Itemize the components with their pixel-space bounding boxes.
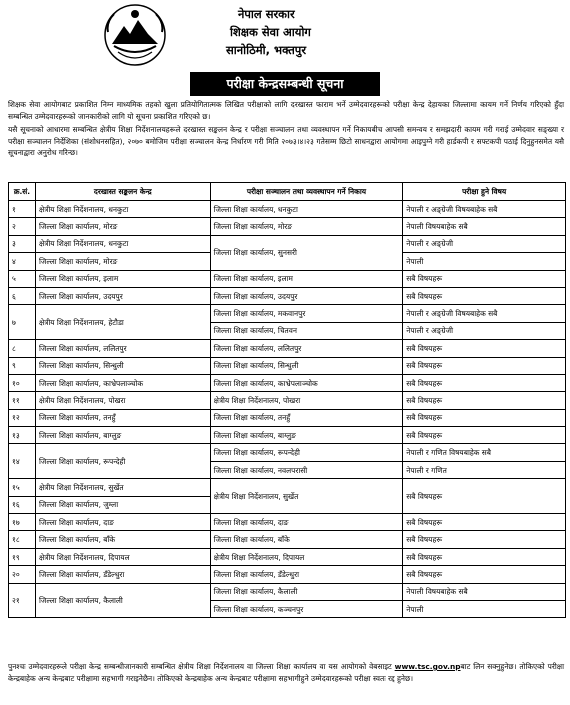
cell-body: जिल्ला शिक्षा कार्यालय, चितवन — [210, 322, 403, 339]
cell-center: जिल्ला शिक्षा कार्यालय, मोरङ — [35, 253, 210, 270]
header-subject: परीक्षा हुने विषय — [403, 183, 566, 201]
cell-body: जिल्ला शिक्षा कार्यालय, नवलपरासी — [210, 461, 403, 478]
table-row — [9, 566, 566, 583]
cell-body: जिल्ला शिक्षा कार्यालय, सुनसरी — [210, 235, 403, 270]
cell-subject: सबै विषयहरू — [403, 427, 566, 444]
cell-center: क्षेत्रीय शिक्षा निर्देशनालय, सुर्खेत — [35, 479, 210, 496]
cell-body: जिल्ला शिक्षा कार्यालय, बाग्लुङ — [210, 427, 403, 444]
cell-body: जिल्ला शिक्षा कार्यालय, बाँके — [210, 531, 403, 548]
org-line-address: सानोठिमी, भक्तपुर — [226, 43, 307, 57]
cell-subject: सबै विषयहरू — [403, 531, 566, 548]
cell-subject: नेपाली विषयबाहेक सबै — [403, 583, 566, 600]
table-row — [9, 479, 566, 496]
cell-subject: सबै विषयहरू — [403, 287, 566, 304]
cell-center: जिल्ला शिक्षा कार्यालय, मोरङ — [35, 218, 210, 235]
table-row — [9, 287, 566, 304]
cell-center: जिल्ला शिक्षा कार्यालय, तनहुँ — [35, 409, 210, 426]
table-row — [9, 444, 566, 461]
cell-subject: सबै विषयहरू — [403, 409, 566, 426]
cell-subject: नेपाली — [403, 600, 566, 617]
cell-serial: ६ — [9, 287, 36, 304]
cell-center: जिल्ला शिक्षा कार्यालय, बाँके — [35, 531, 210, 548]
table-header-row — [9, 183, 566, 201]
cell-body: जिल्ला शिक्षा कार्यालय, उदयपुर — [210, 287, 403, 304]
cell-serial: ७ — [9, 305, 36, 340]
cell-body: जिल्ला शिक्षा कार्यालय, रूपन्देही — [210, 444, 403, 461]
table-row — [9, 374, 566, 391]
cell-subject: नेपाली — [403, 253, 566, 270]
cell-body: जिल्ला शिक्षा कार्यालय, इलाम — [210, 270, 403, 287]
cell-center: जिल्ला शिक्षा कार्यालय, डँडेल्धुरा — [35, 566, 210, 583]
table-row — [9, 235, 566, 252]
table-row — [9, 270, 566, 287]
cell-subject: नेपाली र अङ्ग्रेजी विषयबाहेक सबै — [403, 201, 566, 218]
cell-serial: ९ — [9, 357, 36, 374]
cell-subject: नेपाली र गणित — [403, 461, 566, 478]
cell-subject: सबै विषयहरू — [403, 548, 566, 565]
cell-body: जिल्ला शिक्षा कार्यालय, मोरङ — [210, 218, 403, 235]
cell-serial: १५ — [9, 479, 36, 496]
cell-serial: १२ — [9, 409, 36, 426]
footer-text-after: बाट लिन सक्नुहुनेछ। तोकिएको परीक्षा केन्द्रबाहेक अन्य केन्द्रबाट परीक्षामा सहभागी गराइनेछैन। तोकिएको केन्द्रबाहेक अन्य केन्द्रबाट परीक्षामा सहभागीहुने उम्मेदवारहरूको परीक्षा स्वतः रद्द हुनेछ। — [8, 662, 564, 683]
footer-note — [8, 661, 564, 684]
table-row — [9, 340, 566, 357]
footer-text-before: पुनश्चः उम्मेदवारहरूले परीक्षा केन्द्र सम्बन्धीजानकारी सम्बन्धित क्षेत्रीय शिक्षा निर्देशनालय वा जिल्ला शिक्षा कार्यालय वा यस आयोगको वेबसाइट — [8, 662, 395, 671]
cell-center: जिल्ला शिक्षा कार्यालय, कैलाली — [35, 583, 210, 618]
table-row — [9, 392, 566, 409]
cell-center: जिल्ला शिक्षा कार्यालय, रूपन्देही — [35, 444, 210, 479]
cell-subject: सबै विषयहरू — [403, 340, 566, 357]
table-row — [9, 357, 566, 374]
cell-serial: १७ — [9, 514, 36, 531]
header-managing-body: परीक्षा सञ्चालन तथा व्यवस्थापन गर्ने निकाय — [210, 183, 403, 201]
cell-serial: १४ — [9, 444, 36, 479]
cell-body: जिल्ला शिक्षा कार्यालय, दाङ — [210, 514, 403, 531]
cell-center: क्षेत्रीय शिक्षा निर्देशनालय, पोखरा — [35, 392, 210, 409]
exam-center-table — [8, 182, 566, 618]
table-row — [9, 514, 566, 531]
cell-serial: ३ — [9, 235, 36, 252]
table-row — [9, 548, 566, 565]
table-row — [9, 531, 566, 548]
cell-serial: १८ — [9, 531, 36, 548]
cell-center: जिल्ला शिक्षा कार्यालय, दाङ — [35, 514, 210, 531]
cell-subject: सबै विषयहरू — [403, 566, 566, 583]
cell-serial: ४ — [9, 253, 36, 270]
cell-serial: १३ — [9, 427, 36, 444]
cell-body: क्षेत्रीय शिक्षा निर्देशनालय, दिपायल — [210, 548, 403, 565]
cell-serial: १० — [9, 374, 36, 391]
cell-subject: सबै विषयहरू — [403, 374, 566, 391]
cell-center: क्षेत्रीय शिक्षा निर्देशनालय, धनकुटा — [35, 201, 210, 218]
cell-subject: सबै विषयहरू — [403, 357, 566, 374]
cell-body: जिल्ला शिक्षा कार्यालय, तनहुँ — [210, 409, 403, 426]
cell-center: जिल्ला शिक्षा कार्यालय, ललितपुर — [35, 340, 210, 357]
cell-center: जिल्ला शिक्षा कार्यालय, उदयपुर — [35, 287, 210, 304]
cell-body: क्षेत्रीय शिक्षा निर्देशनालय, पोखरा — [210, 392, 403, 409]
cell-serial: ११ — [9, 392, 36, 409]
header-collection-center: दरखास्त सङ्कलन केन्द्र — [35, 183, 210, 201]
cell-subject: नेपाली र अङ्ग्रेजी — [403, 235, 566, 252]
cell-center: जिल्ला शिक्षा कार्यालय, सिन्धुली — [35, 357, 210, 374]
cell-center: जिल्ला शिक्षा कार्यालय, बाग्लुङ — [35, 427, 210, 444]
cell-center: जिल्ला शिक्षा कार्यालय, काभ्रेपलाञ्चोक — [35, 374, 210, 391]
cell-serial: १६ — [9, 496, 36, 513]
org-line-government: नेपाल सरकार — [238, 7, 295, 21]
cell-subject: नेपाली र अङ्ग्रेजी — [403, 322, 566, 339]
cell-serial: १९ — [9, 548, 36, 565]
cell-center: जिल्ला शिक्षा कार्यालय, जुम्ला — [35, 496, 210, 513]
cell-body: जिल्ला शिक्षा कार्यालय, सिन्धुली — [210, 357, 403, 374]
cell-subject: सबै विषयहरू — [403, 392, 566, 409]
cell-serial: ८ — [9, 340, 36, 357]
cell-body: जिल्ला शिक्षा कार्यालय, कैलाली — [210, 583, 403, 600]
table-row — [9, 201, 566, 218]
cell-subject: सबै विषयहरू — [403, 479, 566, 514]
notice-title-banner: परीक्षा केन्द्रसम्बन्धी सूचना — [190, 72, 380, 96]
notice-header — [0, 0, 570, 72]
table-row — [9, 583, 566, 600]
table-row — [9, 305, 566, 322]
cell-body: जिल्ला शिक्षा कार्यालय, धनकुटा — [210, 201, 403, 218]
cell-center: जिल्ला शिक्षा कार्यालय, इलाम — [35, 270, 210, 287]
cell-serial: २० — [9, 566, 36, 583]
cell-serial: २ — [9, 218, 36, 235]
website-link[interactable]: www.tsc.gov.np — [394, 662, 461, 671]
cell-subject: नेपाली र अङ्ग्रेजी विषयबाहेक सबै — [403, 305, 566, 322]
cell-serial: ५ — [9, 270, 36, 287]
cell-body: जिल्ला शिक्षा कार्यालय, कञ्चनपुर — [210, 600, 403, 617]
org-line-commission: शिक्षक सेवा आयोग — [230, 25, 311, 39]
instruction-paragraph: यसै सूचनाको आधारमा सम्बन्धित क्षेत्रीय शिक्षा निर्देशनालयहरूले दरखास्त सङ्कलन केन्द्र र परीक्षा सञ्चालन तथा व्यवस्थापन गर्ने निकायबीच आपसी समन्वय र समझदारी कायम गरी गराई उम्मेदवार सङ्ख्या र परीक्षा सञ्चालन निर्देशिका (संशोधनसहित), २०७० बमोजिम परीक्षा सञ्चालन केन्द्र निर्धारण गरी मिति २०७३।४।२३ गतेसम्म छिटो साधनद्वारा आयोगमा आइपुग्ने गरी हार्डकपी र सफ्टकपी पठाई दिनुहुनसमेत यसै सूचनाद्वारा अनुरोध गरिन्छ। — [8, 125, 564, 158]
cell-body: क्षेत्रीय शिक्षा निर्देशनालय, सुर्खेत — [210, 479, 403, 514]
table-row — [9, 409, 566, 426]
cell-center: क्षेत्रीय शिक्षा निर्देशनालय, दिपायल — [35, 548, 210, 565]
cell-subject: सबै विषयहरू — [403, 270, 566, 287]
cell-body: जिल्ला शिक्षा कार्यालय, डँडेल्धुरा — [210, 566, 403, 583]
cell-serial: १ — [9, 201, 36, 218]
nepal-government-emblem-icon — [100, 2, 170, 68]
cell-subject: सबै विषयहरू — [403, 514, 566, 531]
cell-center: क्षेत्रीय शिक्षा निर्देशनालय, हेटौडा — [35, 305, 210, 340]
header-serial: क्र.सं. — [9, 183, 36, 201]
cell-center: क्षेत्रीय शिक्षा निर्देशनालय, धनकुटा — [35, 235, 210, 252]
table-row — [9, 218, 566, 235]
cell-body: जिल्ला शिक्षा कार्यालय, ललितपुर — [210, 340, 403, 357]
cell-serial: २१ — [9, 583, 36, 618]
cell-body: जिल्ला शिक्षा कार्यालय, मकवानपुर — [210, 305, 403, 322]
cell-subject: नेपाली विषयबाहेक सबै — [403, 218, 566, 235]
intro-paragraph: शिक्षक सेवा आयोगबाट प्रकाशित निम्न माध्यमिक तहको खुला प्रतियोगितात्मक लिखित परीक्षाको लागि दरखास्त फाराम भर्ने उम्मेदवारहरूको परीक्षा केन्द्र देहायका जिल्लामा कायम गर्ने निर्णय गरिएको हुँदा सम्बन्धित उम्मेदवारहरूको जानकारीको लागि यो सूचना प्रकाशित गरिएको छ। — [8, 100, 564, 121]
table-row — [9, 427, 566, 444]
cell-body: जिल्ला शिक्षा कार्यालय, काभ्रेपलाञ्चोक — [210, 374, 403, 391]
cell-subject: नेपाली र गणित विषयबाहेक सबै — [403, 444, 566, 461]
